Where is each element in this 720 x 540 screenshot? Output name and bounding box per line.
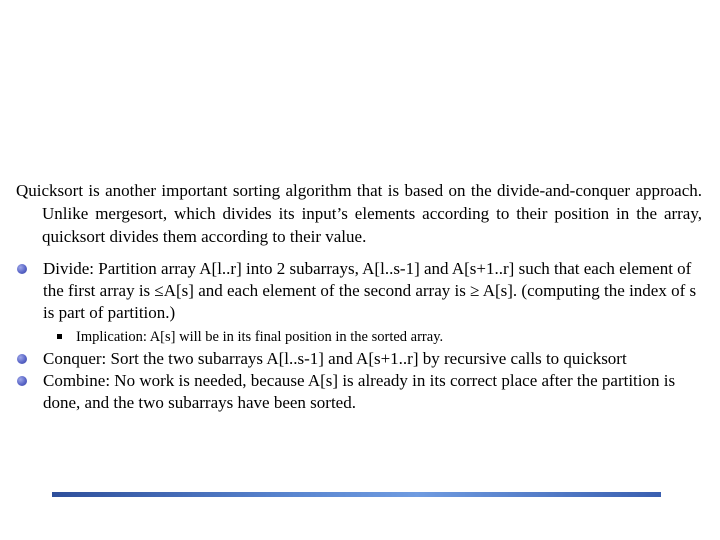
bullet-divide-text: Divide: Partition array A[l..r] into 2 subarrays, A[l..s-1] and A[s+1..r] such that each element of the first array is ≤A[s] and each element of the second array is ≥ A[s]. (computing the index of s is part of partition.) [43,259,697,322]
intro-paragraph: Quicksort is another important sorting algorithm that is based on the divide-and-conquer approach. Unlike mergesort, which divides its input’s elements according to their position in the array, quicksort divides them according to their value. [16,181,702,246]
sub-bullet-implication-text: Implication: A[s] will be in its final position in the sorted array. [76,329,444,345]
bullet-conquer-text: Conquer: Sort the two subarrays A[l..s-1] and A[s+1..r] by recursive calls to quicksort [43,349,627,368]
bullet-dot-icon [17,354,27,364]
footer-rule [52,492,661,497]
bullet-dot-icon [17,264,27,274]
square-bullet-icon [57,334,62,339]
bullet-divide [16,258,702,324]
sub-bullet-implication [16,327,702,347]
bullet-combine [16,370,702,414]
bullet-combine-text: Combine: No work is needed, because A[s] is already in its correct place after the partition is done, and the two subarrays have been sorted. [43,371,676,412]
bullet-list [16,258,702,414]
bullet-conquer [16,348,702,370]
bullet-dot-icon [17,376,27,386]
